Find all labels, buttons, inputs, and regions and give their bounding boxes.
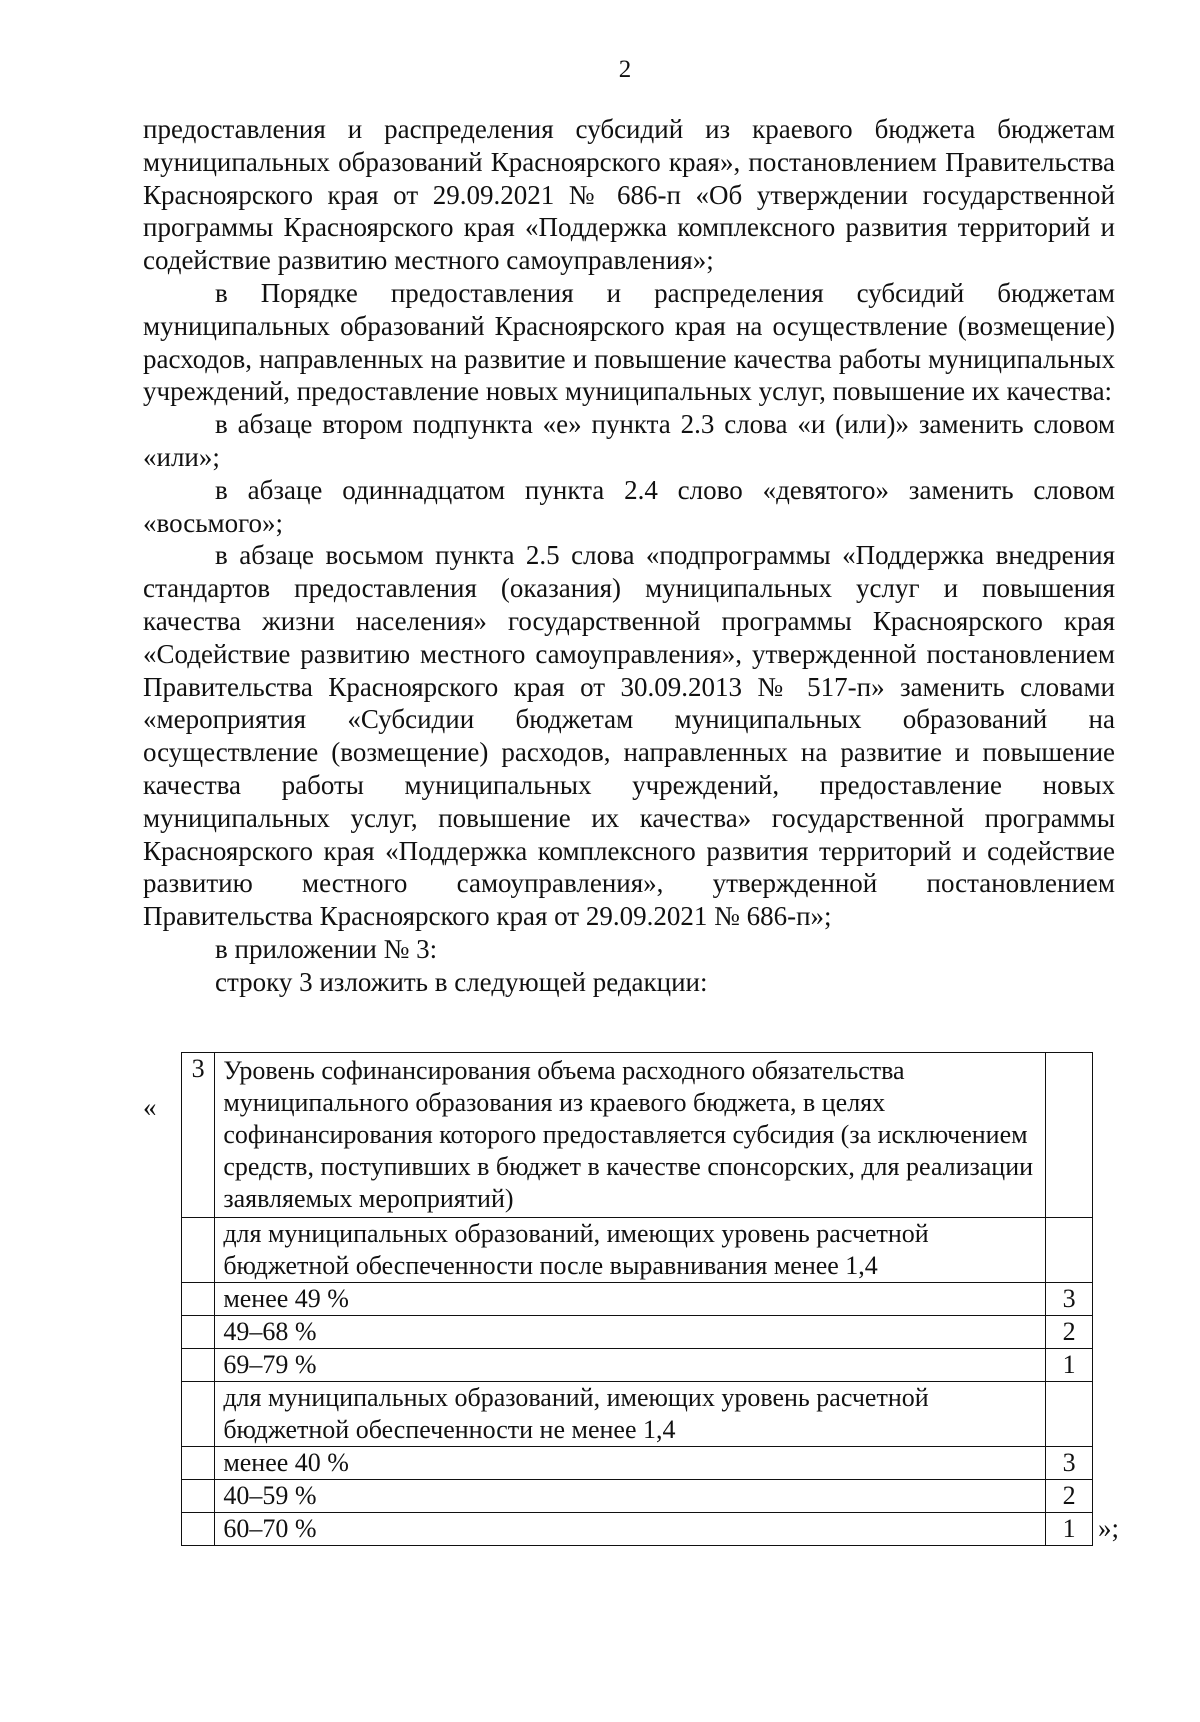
paragraph: в приложении № 3: xyxy=(215,933,438,964)
row-number-cell xyxy=(182,1513,215,1546)
table-row xyxy=(182,1349,1093,1382)
criterion-cell: 40–59 % xyxy=(215,1480,1046,1513)
score-cell: 2 xyxy=(1046,1316,1093,1349)
paragraph: предоставления и распределения субсидий из краевого бюджета бюджетам муниципальных образований Красноярского края», постановлением Правительства Красноярского края от 29.09.2021 № 686-п «Об утверждении государственной программы Красноярского края «Поддержка комплексного развития территорий и содействие развитию местного самоуправления»; xyxy=(143,114,1115,276)
paragraph: в абзаце втором подпункта «е» пункта 2.3 слова «и (или)» заменить словом «или»; xyxy=(143,409,1115,472)
criterion-cell: 49–68 % xyxy=(215,1316,1046,1349)
table-row xyxy=(182,1053,1093,1218)
table-row xyxy=(182,1447,1093,1480)
score-cell: 2 xyxy=(1046,1480,1093,1513)
criterion-cell: менее 49 % xyxy=(215,1283,1046,1316)
row-number-cell xyxy=(182,1283,215,1316)
criterion-cell: менее 40 % xyxy=(215,1447,1046,1480)
page-number: 2 xyxy=(618,56,632,83)
table-row xyxy=(182,1218,1093,1283)
criterion-cell: 60–70 % xyxy=(215,1513,1046,1546)
table-row xyxy=(182,1316,1093,1349)
criterion-cell: для муниципальных образований, имеющих уровень расчетной бюджетной обеспеченности не менее 1,4 xyxy=(215,1382,1046,1447)
criteria-table xyxy=(181,1052,1093,1546)
table-row xyxy=(182,1513,1093,1546)
criterion-cell: Уровень софинансирования объема расходного обязательства муниципального образования из краевого бюджета, в целях софинансирования которого предоставляется субсидия (за исключением средств, поступивших в бюджет в качестве спонсорских, для реализации заявляемых мероприятий) xyxy=(215,1053,1046,1218)
score-cell: 1 xyxy=(1046,1513,1093,1546)
row-number-cell xyxy=(182,1349,215,1382)
row-number-cell xyxy=(182,1382,215,1447)
score-cell: 1 xyxy=(1046,1349,1093,1382)
paragraph: в абзаце восьмом пункта 2.5 слова «подпрограммы «Поддержка внедрения стандартов предоставления (оказания) муниципальных услуг и повышения качества жизни населения» государственной программы Красноярского края «Содействие развитию местного самоуправления», утвержденной постановлением Правительства Красноярского края от 30.09.2013 № 517-п» заменить словами «мероприятия «Субсидии бюджетам муниципальных образований на осуществление (возмещение) расходов, направленных на развитие и повышение качества работы муниципальных учреждений, предоставление новых муниципальных услуг, повышение их качества» государственной программы Красноярского края «Поддержка комплексного развития территорий и содействие развитию местного самоуправления», утвержденной постановлением Правительства Красноярского края от 29.09.2021 № 686-п»; xyxy=(143,540,1115,932)
table-row xyxy=(182,1480,1093,1513)
score-cell: 3 xyxy=(1046,1447,1093,1480)
row-number-cell xyxy=(182,1447,215,1480)
closing-quote: »; xyxy=(1098,1513,1120,1543)
paragraph: строку 3 изложить в следующей редакции: xyxy=(215,966,708,997)
row-number-cell: 3 xyxy=(182,1053,215,1218)
row-number-cell xyxy=(182,1480,215,1513)
score-cell xyxy=(1046,1218,1093,1283)
score-cell xyxy=(1046,1053,1093,1218)
score-cell: 3 xyxy=(1046,1283,1093,1316)
score-cell xyxy=(1046,1382,1093,1447)
row-number-cell xyxy=(182,1316,215,1349)
table-row xyxy=(182,1382,1093,1447)
criterion-cell: для муниципальных образований, имеющих уровень расчетной бюджетной обеспеченности после выравнивания менее 1,4 xyxy=(215,1218,1046,1283)
document-body xyxy=(143,113,1115,999)
paragraph: в абзаце одиннадцатом пункта 2.4 слово «девятого» заменить словом «восьмого»; xyxy=(143,474,1115,538)
row-number-cell xyxy=(182,1218,215,1283)
opening-quote: « xyxy=(143,1092,157,1122)
paragraph: в Порядке предоставления и распределения субсидий бюджетам муниципальных образований Красноярского края на осуществление (возмещение) расходов, направленных на развитие и повышение качества работы муниципальных учреждений, предоставление новых муниципальных услуг, повышение их качества: xyxy=(143,277,1115,407)
table-row xyxy=(182,1283,1093,1316)
criterion-cell: 69–79 % xyxy=(215,1349,1046,1382)
